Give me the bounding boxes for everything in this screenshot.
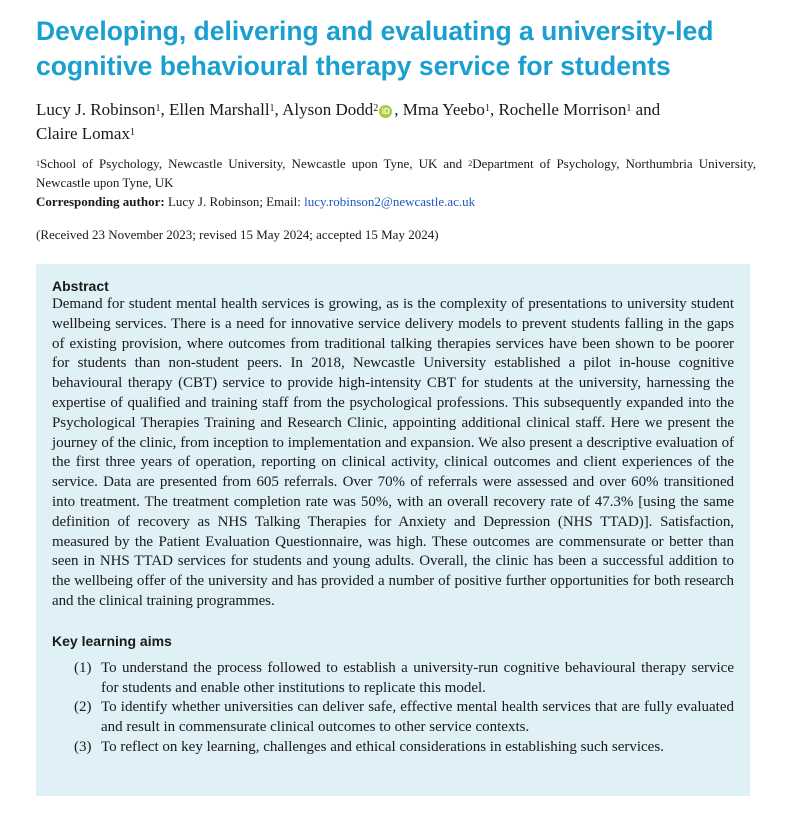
list-item (52, 698, 734, 738)
abstract-box (36, 264, 750, 796)
abstract-text: Demand for student mental health services is growing, as is the complexity of presentations to university student wellbeing services. There is a need for innovative service delivery models to prevent students falling in the gaps of existing provision, where outcomes from traditional talking therapies services have been shown to be poorer for students than non-student peers. In 2018, Newcastle University established a pilot in-house cognitive behavioural therapy (CBT) service to provide high-intensity CBT for students at the university, harnessing the expertise of qualified and training staff from the psychological professions. This subsequently expanded into the Psychological Therapies Training and Research Clinic, appointing additional clinical staff. Here we present the journey of the clinic, from inception to implementation and expansion. We also present a descriptive evaluation of the first three years of operation, reporting on clinical activity, clinical outcomes and client experiences of the service. Data are presented from 605 referrals. Over 70% of referrals were assessed and over 60% transitioned into treatment. The treatment completion rate was 50%, with an overall recovery rate of 47.3% [using the same definition of recovery as NHS Talking Therapies for Anxiety and Depression (NHS TTAD)]. Satisfaction, measured by the Patient Evaluation Questionnaire, was high. These outcomes are commensurate or better than seen in NHS TTAD services for students and young adults. Overall, the clinic has been a successful addition to the wellbeing offer of the university and has provided a number of positive further opportunities for both research and the clinical training programmes. (52, 296, 734, 609)
author-name: Claire Lomax (36, 124, 130, 143)
affiliation-marker: 1 (484, 103, 490, 114)
list-number: (1) (74, 659, 92, 676)
affiliation-1: School of Psychology, Newcastle University, Newcastle upon Tyne, UK and (40, 156, 463, 171)
aims-list (52, 659, 734, 758)
author-name: Alyson Dodd (282, 100, 374, 119)
affiliation-2: Department of Psychology, Northumbria University, Newcastle upon Tyne, UK (36, 156, 757, 190)
author-name: Rochelle Morrison (498, 100, 627, 119)
author-name: Ellen Marshall (168, 100, 270, 119)
email-link[interactable]: lucy.robinson2@newcastle.ac.uk (304, 194, 476, 209)
corresponding-author-label: Corresponding author: (36, 194, 165, 209)
affiliation-marker: 1 (626, 103, 632, 114)
paper-title: Developing, delivering and evaluating a university-led cognitive behavioural therapy service for students (36, 16, 714, 81)
corresponding-author-text: Lucy J. Robinson; Email: (167, 194, 301, 209)
list-item (52, 738, 734, 758)
affiliation-marker: 1 (269, 103, 275, 114)
list-item-text: To understand the process followed to establish a university-run cognitive behavioural therapy service for students and enable other institutions to replicate this model. (101, 659, 734, 696)
abstract-heading: Abstract (52, 278, 109, 294)
affiliation-marker: 2 (373, 103, 379, 114)
list-item-text: To reflect on key learning, challenges and ethical considerations in establishing such services. (101, 738, 664, 755)
and-word: and (635, 100, 661, 119)
list-number: (3) (74, 738, 92, 755)
author-name: Lucy J. Robinson (36, 100, 156, 119)
author-list: Lucy J. Robinson$^1$, Ellen Marshall$^1$, Alyson Dodd$^2$ iD , Mma Yeebo$^1$, Rochelle Morrison$^1$ and Claire Lomax$^1$ (36, 100, 661, 143)
list-number: (2) (74, 699, 92, 716)
affiliation-marker: 2 (468, 159, 473, 168)
affiliation-marker: 1 (155, 103, 161, 114)
list-item-text: To identify whether universities can deliver safe, effective mental health services that are fully evaluated and result in commensurate clinical outcomes to other service contexts. (101, 699, 734, 736)
affiliation-marker: 1 (36, 159, 40, 168)
list-item (52, 659, 734, 699)
orcid-icon[interactable]: iD (379, 105, 392, 118)
key-learning-aims-heading: Key learning aims (52, 632, 172, 649)
received-dates: (Received 23 November 2023; revised 15 May 2024; accepted 15 May 2024) (36, 227, 439, 242)
affiliations (36, 154, 756, 211)
affiliation-marker: 1 (129, 127, 135, 138)
author-name: Mma Yeebo (402, 100, 485, 119)
